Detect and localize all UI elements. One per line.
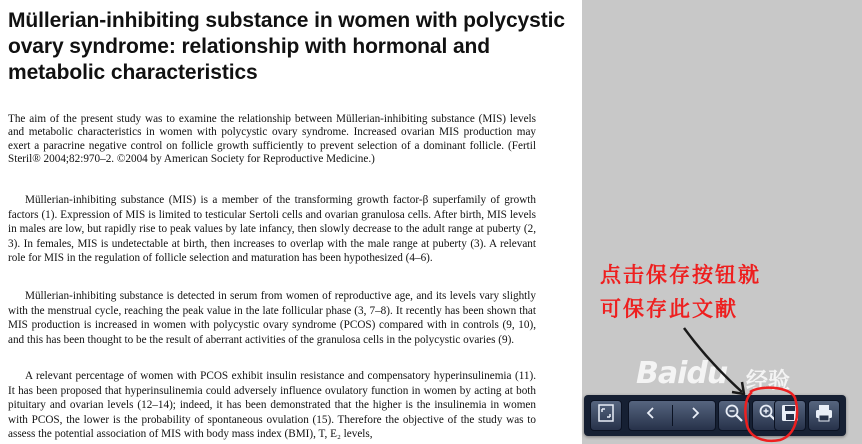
fit-page-button[interactable] bbox=[590, 400, 622, 431]
article-abstract: The aim of the present study was to examine the relationship between Müllerian-inhibiting substance (MIS) levels and metabolic characteristics in women with polycystic ovary syndrome. Increased ovarian MIS production may exert a paracrine negative control on follicle growth sufficiently to prevent selection of a dominant follicle. (Fertil Steril® 2004;82:970–2. ©2004 by American Society for Reproductive Medicine.) bbox=[8, 113, 536, 166]
body-paragraph-2: Müllerian-inhibiting substance is detected in serum from women of reproductive age, and its levels vary slightly with the menstrual cycle, reaching the peak value in the late follicular phase (3, 7–8). It recently has been shown that MIS production is increased in women with polycystic ovary syndrome (PCOS) compared with in controls (9, 10), and this has been thought to be the result of aberrant activities of the granulosa cells in the polycystic ovaries (9). bbox=[8, 290, 536, 346]
watermark-cn: 经验 bbox=[746, 369, 791, 394]
previous-page-icon bbox=[640, 402, 662, 429]
save-button[interactable] bbox=[774, 400, 806, 431]
article-title: Müllerian-inhibiting substance in women with polycystic ovary syndrome: relationship with hormonal and metabolic characteristics bbox=[8, 9, 565, 84]
pdf-toolbar bbox=[584, 395, 846, 436]
annotation-line-2: 可保存此文献 bbox=[600, 297, 738, 321]
print-button[interactable] bbox=[808, 400, 840, 431]
body-paragraph-3: A relevant percentage of women with PCOS exhibit insulin resistance and compensatory hyperinsulinemia (11). It has been proposed that hyperinsulinemia could adversely influence ovulatory function in women by acting at both pituitary and ovarian levels (12–14); indeed, it has been demonstrated that the higher is the insulinemia in women with PCOS, the lower is the probability of spontaneous ovulation (15). Therefore the objective of the study was to assess the potential association of MIS with body mass index (BMI), T, E₂ levels, bbox=[8, 370, 536, 441]
previous-page-button[interactable] bbox=[629, 401, 673, 430]
next-page-icon bbox=[684, 402, 706, 429]
fit-page-icon bbox=[595, 402, 617, 429]
zoom-out-button[interactable] bbox=[718, 400, 750, 431]
annotation-line-1: 点击保存按钮就 bbox=[600, 263, 761, 287]
zoom-out-icon bbox=[723, 402, 745, 429]
body-paragraph-1: Müllerian-inhibiting substance (MIS) is a member of the transforming growth factor-β superfamily of growth factors (1). Expression of MIS is limited to testicular Sertoli cells and ovarian granulosa cells. After birth, MIS levels in males are low, but rapidly rise to peak values by late infancy, then slowly decrease to the adult range at puberty (2, 3). In females, MIS is undetectable at birth, then increases to overlap with the male range at puberty (3). A relevant role for MIS in the regulation of follicle selection and maturation has been hypothesized (4–6). bbox=[8, 194, 536, 265]
watermark-logo: Baidu bbox=[636, 356, 728, 391]
print-icon bbox=[813, 402, 835, 429]
page-navigation bbox=[628, 400, 716, 431]
save-icon bbox=[779, 402, 801, 429]
tutorial-annotation bbox=[600, 258, 840, 326]
next-page-button[interactable] bbox=[673, 401, 717, 430]
